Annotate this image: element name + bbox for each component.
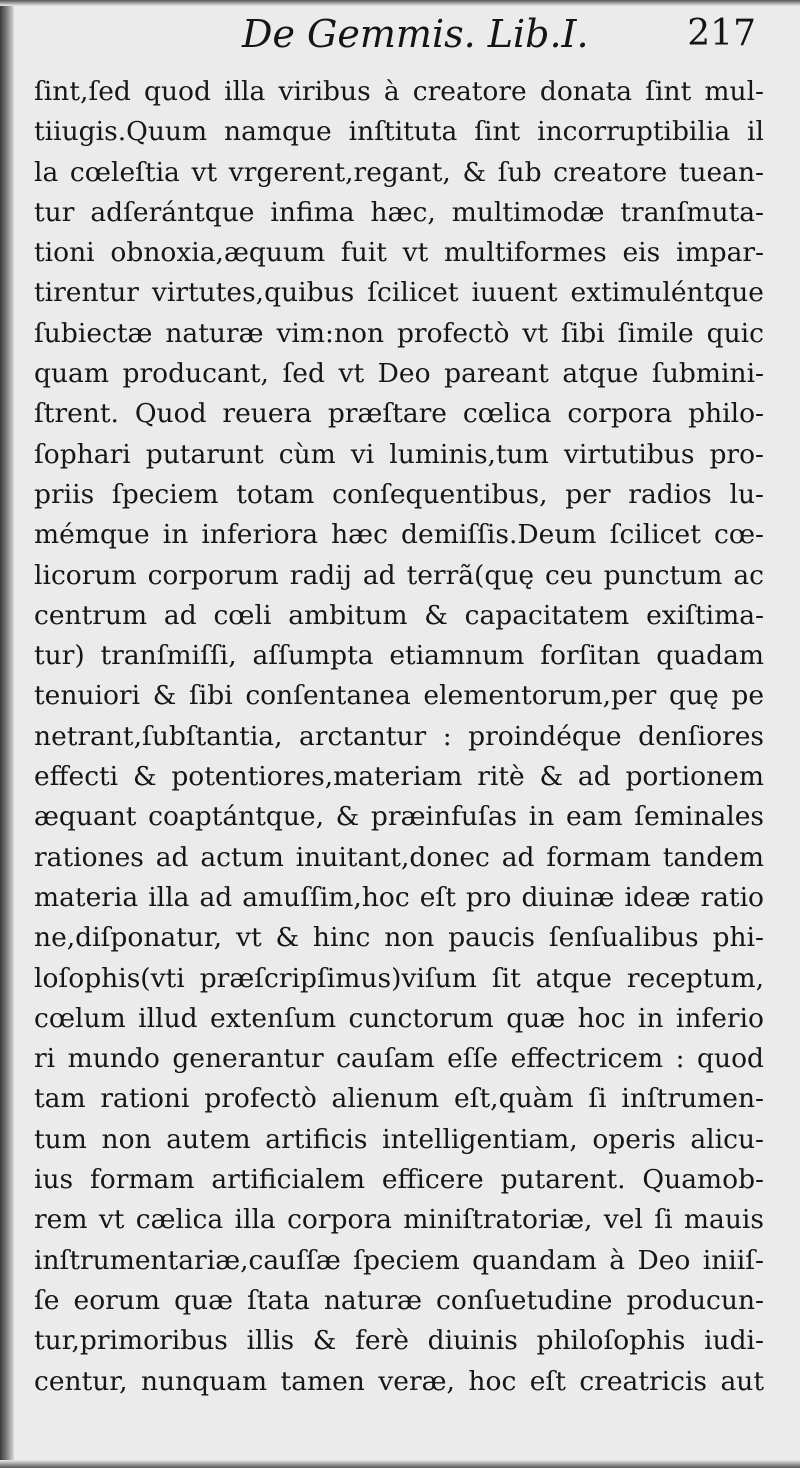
- text-line: la cœleſtia vt vrgerent,regant, & ſub creatore tuean-: [34, 156, 764, 188]
- page-number: 217: [687, 13, 756, 54]
- text-line: cœlum illud extenſum cunctorum quæ hoc in inferio: [34, 1002, 764, 1034]
- text-line: materia illa ad amuſſim,hoc eſt pro diuinæ ideæ ratio: [34, 881, 764, 913]
- text-line: tur adſerántque infima hæc, multimodæ tranſmuta-: [34, 196, 764, 228]
- text-line: ius formam artificialem efficere putarent. Quamob-: [34, 1164, 764, 1196]
- text-line: centur, nunquam tamen veræ, hoc eſt creatricis aut: [34, 1365, 764, 1397]
- text-line: licorum corporum radij ad terrã(quę ceu punctum ac: [34, 559, 764, 591]
- text-line: ſubiectæ naturæ vim:non profectò vt ſibi ſimile quic: [34, 317, 764, 349]
- page-top-edge: [0, 0, 800, 6]
- text-line: tioni obnoxia,æquum fuit vt multiformes eis impar-: [34, 237, 764, 269]
- text-line: quam producant, ſed vt Deo pareant atque ſubmini-: [34, 358, 764, 390]
- text-line: tiiugis.Quum namque inſtituta ſint incorruptibilia il: [34, 116, 764, 148]
- text-line: priis ſpeciem totam conſequentibus, per radios lu-: [34, 478, 764, 510]
- text-line: rem vt cælica illa corpora miniſtratoriæ, vel ſi mauis: [34, 1204, 764, 1236]
- text-line: netrant,ſubſtantia, arctantur : proindéque denſiores: [34, 720, 764, 752]
- text-line: mémque in inferiora hæc demiſſis.Deum ſcilicet cœ-: [34, 519, 764, 551]
- text-line: inſtrumentariæ,cauſſæ ſpeciem quandam à Deo iniiſ-: [34, 1244, 764, 1276]
- text-line: æquant coaptántque, & præinfuſas in eam ſeminales: [34, 801, 764, 833]
- text-line: effecti & potentiores,materiam ritè & ad portionem: [34, 761, 764, 793]
- page-bottom-edge: [0, 1460, 800, 1468]
- text-line: ſophari putarunt cùm vi luminis,tum virtutibus pro-: [34, 438, 764, 470]
- text-line: ri mundo generantur cauſam eſſe effectricem : quod: [34, 1043, 764, 1075]
- text-line: tum non autem artificis intelligentiam, operis alicu-: [34, 1123, 764, 1155]
- text-line: tirentur virtutes,quibus ſcilicet iuuent extimuléntque: [34, 277, 764, 309]
- running-head: De Gemmis. Lib.I.: [242, 12, 589, 56]
- text-line: centrum ad cœli ambitum & capacitatem exiſtima-: [34, 599, 764, 631]
- text-line: loſophis(vti præſcripſimus)viſum ſit atque receptum,: [34, 962, 764, 994]
- text-line: ſe eorum quæ ſtata naturæ conſuetudine producun-: [34, 1284, 764, 1316]
- text-line: tur,primoribus illis & ferè diuinis philoſophis iudi-: [34, 1325, 764, 1357]
- page-gutter-shadow: [0, 0, 14, 1468]
- text-line: ne,diſponatur, vt & hinc non paucis ſenſualibus phi-: [34, 922, 764, 954]
- page-header: [0, 8, 800, 58]
- text-line: ſtrent. Quod reuera præſtare cœlica corpora philo-: [34, 398, 764, 430]
- text-line: ſint,ſed quod illa viribus à creatore donata ſint mul-: [34, 76, 764, 107]
- text-line: tenuiori & ſibi conſentanea elementorum,per quę pe: [34, 680, 764, 712]
- text-line: tur) tranſmiſſi, aſſumpta etiamnum forſitan quadam: [34, 640, 764, 672]
- text-line: rationes ad actum inuitant,donec ad formam tandem: [34, 841, 764, 873]
- body-text: [34, 72, 764, 1402]
- text-line: tam rationi profectò alienum eſt,quàm ſi inſtrumen-: [34, 1083, 764, 1115]
